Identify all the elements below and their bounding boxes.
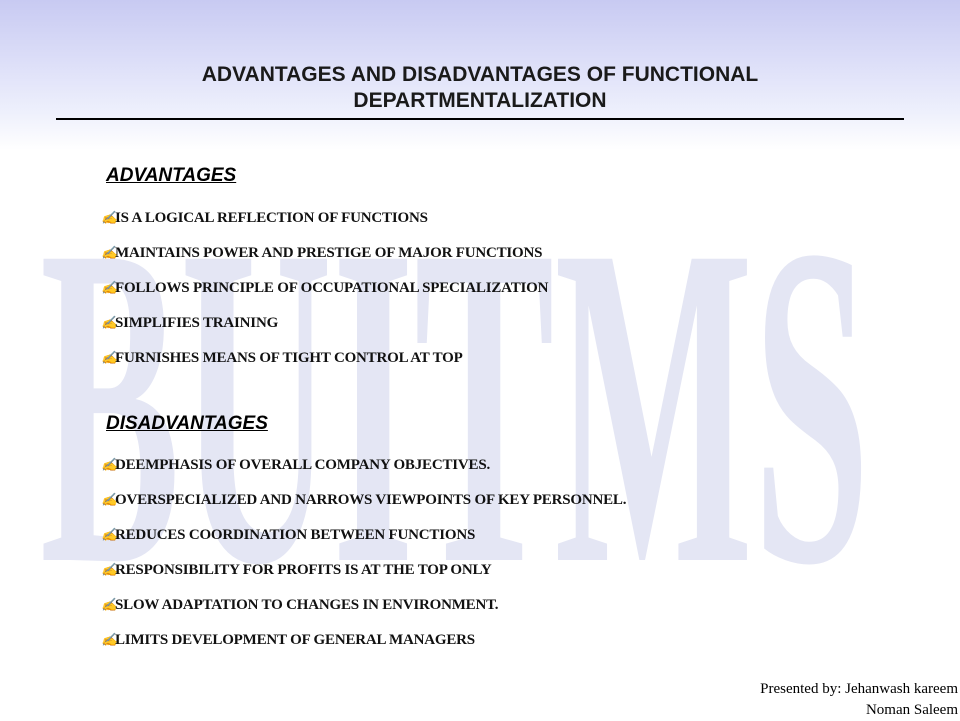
slide-title-line-1: ADVANTAGES AND DISADVANTAGES OF FUNCTIONAL	[201, 63, 759, 86]
list-item-text: FURNISHES MEANS OF TIGHT CONTROL AT TOP	[115, 349, 463, 366]
presenter-line-1: Presented by: Jehanwash kareem	[760, 681, 958, 697]
presenter-credits	[760, 679, 960, 721]
list-item	[101, 305, 548, 340]
pen-nib-icon: ✍	[101, 491, 117, 507]
list-item	[101, 517, 626, 552]
presenter-line-2: Noman Saleem	[865, 702, 958, 718]
pen-nib-icon: ✍	[101, 349, 117, 365]
disadvantages-heading: DISADVANTAGES	[106, 413, 268, 434]
advantages-heading: ADVANTAGES	[106, 165, 237, 186]
list-item-text: DEEMPHASIS OF OVERALL COMPANY OBJECTIVES.	[115, 456, 491, 473]
list-item-text: SIMPLIFIES TRAINING	[115, 314, 279, 331]
list-item	[101, 200, 548, 235]
list-item-text: SLOW ADAPTATION TO CHANGES IN ENVIRONMENT.	[115, 596, 499, 613]
pen-nib-icon: ✍	[101, 596, 117, 612]
watermark-text: BUITMS	[40, 150, 870, 660]
pen-nib-icon: ✍	[101, 561, 117, 577]
list-item	[101, 235, 548, 270]
list-item	[101, 340, 548, 375]
pen-nib-icon: ✍	[101, 209, 117, 225]
list-item	[101, 622, 626, 657]
pen-nib-icon: ✍	[101, 526, 117, 542]
pen-nib-icon: ✍	[101, 456, 117, 472]
list-item	[101, 587, 626, 622]
list-item	[101, 447, 626, 482]
list-item-text: REDUCES COORDINATION BETWEEN FUNCTIONS	[115, 526, 476, 543]
list-item-text: LIMITS DEVELOPMENT OF GENERAL MANAGERS	[115, 631, 475, 648]
list-item-text: IS A LOGICAL REFLECTION OF FUNCTIONS	[115, 209, 428, 226]
list-item-text: MAINTAINS POWER AND PRESTIGE OF MAJOR FUNCTIONS	[115, 244, 543, 261]
slide-title-line-2: DEPARTMENTALIZATION	[353, 89, 607, 112]
list-item-text: OVERSPECIALIZED AND NARROWS VIEWPOINTS OF KEY PERSONNEL.	[115, 491, 627, 508]
title-underline-divider	[56, 118, 904, 120]
pen-nib-icon: ✍	[101, 244, 117, 260]
disadvantages-list	[101, 447, 626, 657]
pen-nib-icon: ✍	[101, 314, 117, 330]
list-item-text: FOLLOWS PRINCIPLE OF OCCUPATIONAL SPECIALIZATION	[115, 279, 549, 296]
list-item	[101, 482, 626, 517]
list-item	[101, 552, 626, 587]
pen-nib-icon: ✍	[101, 631, 117, 647]
slide-title	[0, 62, 960, 114]
list-item-text: RESPONSIBILITY FOR PROFITS IS AT THE TOP ONLY	[115, 561, 492, 578]
list-item	[101, 270, 548, 305]
advantages-list	[101, 200, 548, 375]
pen-nib-icon: ✍	[101, 279, 117, 295]
